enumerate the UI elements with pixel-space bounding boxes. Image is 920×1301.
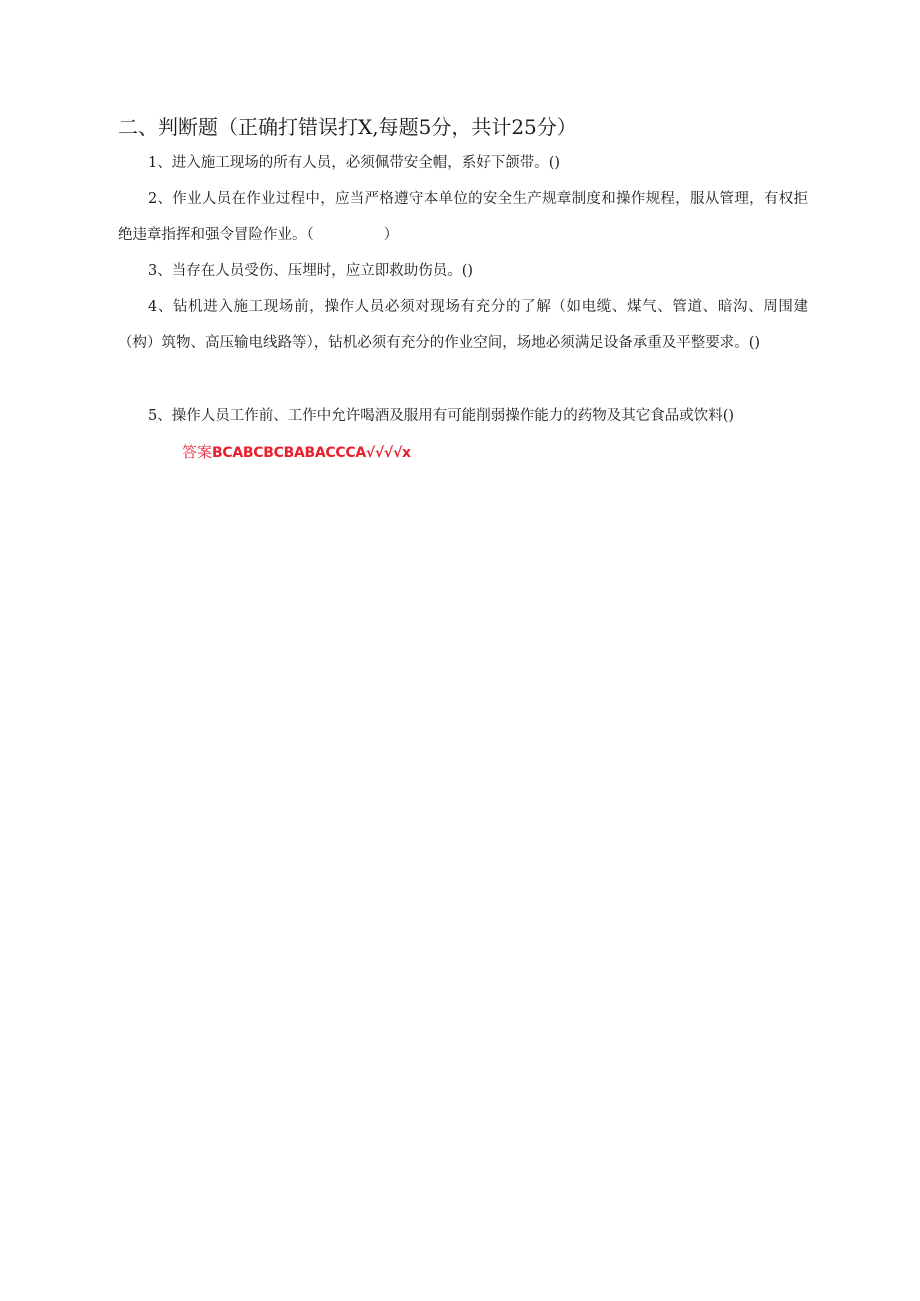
question-1: 1、进入施工现场的所有人员，必须佩带安全帽，系好下颌带。() — [148, 155, 561, 171]
question-3: 3、当存在人员受伤、压埋时，应立即救助伤员。() — [148, 263, 474, 279]
question-4: 4、钻机进入施工现场前，操作人员必须对现场有充分的了解（如电缆、煤气、管道、暗沟、周围建（构）筑物、高压输电线路等），钻机必须有充分的作业空间，场地必须满足设备承重及平整要求。() — [118, 299, 808, 351]
answer-key — [182, 434, 411, 471]
question-5: 5、操作人员工作前、工作中允许喝酒及服用有可能削弱操作能力的药物及其它食品或饮料() — [148, 408, 735, 424]
question-2-text: 2、作业人员在作业过程中，应当严格遵守本单位的安全生产规章制度和操作规程，服从管理，有权拒绝违章指挥和强令冒险作业。（ — [118, 191, 808, 243]
answer-text: BCABCBCBABACCCA√√√√x — [212, 445, 411, 461]
question-2 — [118, 181, 808, 253]
answer-label: 答案 — [182, 443, 213, 461]
section-title: 二、判断题（正确打错误打X,每题5分，共计25分） — [118, 115, 577, 139]
question-2-close: ） — [383, 227, 399, 243]
